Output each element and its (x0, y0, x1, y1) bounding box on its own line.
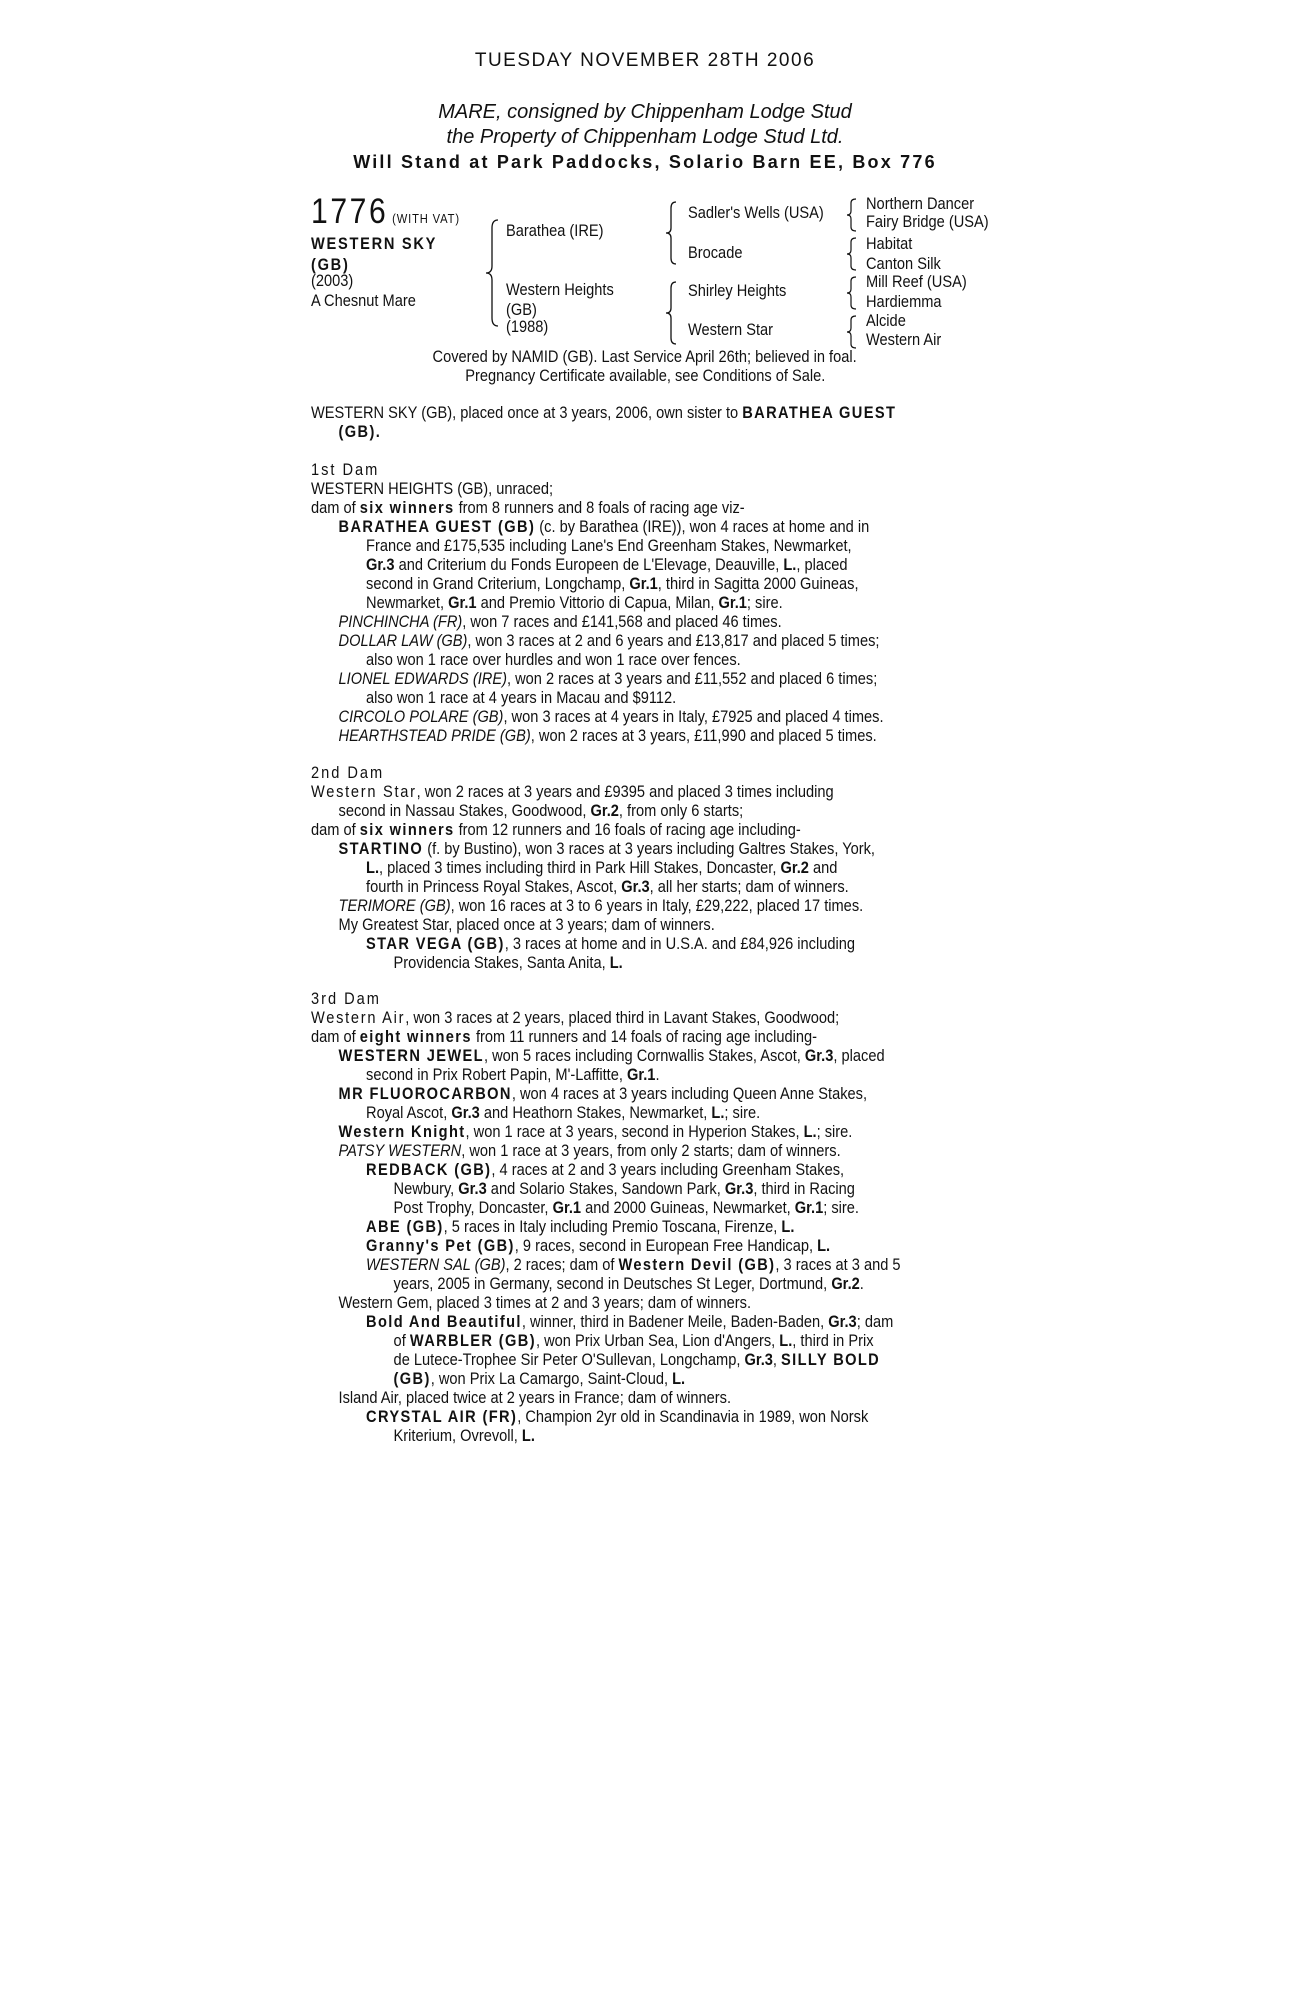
progeny-name: MR FLUOROCARBON (338, 1084, 512, 1103)
text-segment: years, 2005 in Germany, second in Deutsches St Leger, Dortmund, (393, 1274, 832, 1293)
dam-of-dam: Western Star (688, 320, 774, 339)
pedigree-brace-dam (664, 280, 680, 346)
pedigree-brace-g4 (845, 314, 859, 350)
stand-location: Will Stand at Park Paddocks, Solario Barn EE, Box 776 (353, 152, 937, 172)
text-line (311, 1407, 901, 1426)
text-segment: France and £175,535 including Lane's End Greenham Stakes, Newmarket, (366, 536, 852, 555)
text-segment: . (655, 1065, 660, 1084)
text-segment: also won 1 race at 4 years in Macau and $9112. (366, 688, 677, 707)
text-line (311, 1369, 901, 1388)
text-segment: , third in Prix (792, 1331, 874, 1350)
pedigree-brace-sire (664, 200, 680, 266)
text-segment: second in Nassau Stakes, Goodwood, (338, 801, 591, 820)
text-line (311, 877, 875, 896)
text-line (311, 1350, 901, 1369)
third-dam-section (311, 989, 901, 1445)
ancestor-5: Mill Reef (USA) (866, 272, 967, 291)
text-segment: WARBLER (GB) (409, 1331, 536, 1350)
text-segment: (c. by Barathea (IRE)), won 4 races at home and in (535, 517, 870, 536)
text-segment: Gr.2 (831, 1274, 860, 1293)
text-segment: Gr.3 (744, 1350, 773, 1369)
text-segment: , won 2 races at 3 years and £11,552 and placed 6 times; (506, 669, 878, 688)
text-line (311, 896, 875, 915)
text-line (311, 1046, 901, 1065)
text-line (311, 422, 896, 441)
text-line (311, 574, 884, 593)
text-segment: , third in Racing (753, 1179, 855, 1198)
text-segment: L. (521, 1426, 535, 1445)
text-segment: ; sire. (816, 1122, 853, 1141)
text-segment: dam of (311, 1027, 360, 1046)
text-segment: Gr.1 (448, 593, 477, 612)
progeny-name: Granny's Pet (GB) (366, 1236, 515, 1255)
text-segment: , won 3 races at 2 years, placed third in Lavant Stakes, Goodwood; (405, 1008, 840, 1027)
ancestor-7: Alcide (866, 311, 906, 330)
text-line (311, 782, 875, 801)
ancestor-3: Habitat (866, 234, 913, 253)
progeny-name: PINCHINCHA (FR) (338, 612, 463, 631)
text-line (311, 498, 884, 517)
ancestor-2: Fairy Bridge (USA) (866, 212, 989, 231)
progeny-name: ABE (GB) (366, 1217, 444, 1236)
text-line (311, 726, 884, 745)
text-line (311, 1084, 901, 1103)
text-line (311, 1027, 901, 1046)
text-segment: eight winners (359, 1027, 472, 1046)
text-segment: L. (817, 1236, 831, 1255)
progeny-name: Western Knight (338, 1122, 466, 1141)
text-line (311, 1198, 901, 1217)
text-segment: of (393, 1331, 410, 1350)
progeny-name: WESTERN JEWEL (338, 1046, 484, 1065)
progeny-name: REDBACK (GB) (366, 1160, 492, 1179)
text-segment: , 5 races in Italy including Premio Toscana, Firenze, (443, 1217, 782, 1236)
property-line: the Property of Chippenham Lodge Stud Ltd. (446, 126, 844, 148)
progeny-name: WESTERN SAL (GB) (366, 1255, 506, 1274)
text-segment: second in Prix Robert Papin, M'-Laffitte, (366, 1065, 627, 1084)
text-line (311, 1426, 901, 1445)
text-line (311, 1065, 901, 1084)
text-segment: Western Air (311, 1008, 406, 1027)
text-segment: SILLY BOLD (781, 1350, 881, 1369)
second-dam-heading: 2nd Dam (311, 763, 385, 782)
text-segment: dam of (311, 498, 360, 517)
text-line (311, 1179, 901, 1198)
text-segment: , 3 races at 3 and 5 (775, 1255, 901, 1274)
intro-text: WESTERN SKY (GB), placed once at 3 years, 2006, own sister to (311, 403, 743, 422)
progeny-name: DOLLAR LAW (GB) (338, 631, 468, 650)
text-segment: Gr.1 (629, 574, 658, 593)
text-segment: , all her starts; dam of winners. (649, 877, 849, 896)
pedigree-brace-g3 (845, 275, 859, 311)
sire-of-dam: Shirley Heights (688, 281, 787, 300)
text-segment: , 3 races at home and in U.S.A. and £84,926 including (504, 934, 856, 953)
text-segment: , winner, third in Badener Meile, Baden-Baden, (521, 1312, 829, 1331)
ancestor-1: Northern Dancer (866, 194, 975, 213)
progeny-name: LIONEL EDWARDS (IRE) (338, 669, 507, 688)
consignment-line: MARE, consigned by Chippenham Lodge Stud (438, 101, 852, 123)
text-segment: , 4 races at 2 and 3 years including Greenham Stakes, (491, 1160, 845, 1179)
text-line (311, 1217, 901, 1236)
text-segment: ; sire. (724, 1103, 761, 1122)
text-segment: , won 3 races at 2 and 6 years and £13,817 and placed 5 times; (467, 631, 880, 650)
text-segment: six winners (359, 498, 455, 517)
sale-date: TUESDAY NOVEMBER 28TH 2006 (474, 50, 816, 71)
text-segment: also won 1 race over hurdles and won 1 race over fences. (366, 650, 741, 669)
text-line (311, 1236, 901, 1255)
pedigree-brace-g2 (845, 236, 859, 272)
text-segment: ; dam (856, 1312, 894, 1331)
text-segment: Gr.3 (451, 1103, 480, 1122)
text-segment: , won 1 race at 3 years, second in Hyperion Stakes, (465, 1122, 804, 1141)
first-dam-section (311, 460, 884, 745)
pregnancy-line: Pregnancy Certificate available, see Conditions of Sale. (464, 366, 826, 385)
text-segment: Gr.1 (794, 1198, 824, 1217)
text-segment: Gr.3 (621, 877, 650, 896)
text-segment: from 11 runners and 14 foals of racing age including- (471, 1027, 818, 1046)
sire: Barathea (IRE) (506, 221, 604, 240)
pregnancy-note (0, 366, 1290, 386)
vat-note: (WITH VAT) (392, 211, 460, 226)
text-line (311, 953, 875, 972)
progeny-name: HEARTHSTEAD PRIDE (GB) (338, 726, 531, 745)
text-segment: Kriterium, Ovrevoll, (393, 1426, 522, 1445)
dam-country: (GB) (506, 300, 537, 319)
ancestor-6: Hardiemma (866, 292, 942, 311)
first-dam-line: WESTERN HEIGHTS (GB), unraced; (311, 479, 554, 498)
sire-of-sire: Sadler's Wells (USA) (688, 203, 824, 222)
second-dam-section (311, 763, 875, 972)
intro-bold: BARATHEA GUEST (742, 403, 897, 422)
ancestor-8: Western Air (866, 330, 942, 349)
text-line (311, 1160, 901, 1179)
dam-of-sire: Brocade (688, 243, 743, 262)
text-line (311, 1331, 901, 1350)
text-segment: , 9 races, second in European Free Handicap, (514, 1236, 818, 1255)
progeny-name: PATSY WESTERN (338, 1141, 462, 1160)
text-segment: de Lutece-Trophee Sir Peter O'Sullevan, Longchamp, (393, 1350, 745, 1369)
text-segment: , won 1 race at 3 years, from only 2 starts; dam of winners. (461, 1141, 841, 1160)
text-segment: , won 4 races at 3 years including Queen Anne Stakes, (511, 1084, 868, 1103)
text-segment: , placed (833, 1046, 885, 1065)
text-segment: L. (609, 953, 623, 972)
text-segment: Newbury, (393, 1179, 459, 1198)
text-segment: , won Prix Urban Sea, Lion d'Angers, (535, 1331, 780, 1350)
text-segment: Gr.2 (590, 801, 619, 820)
text-line (311, 1103, 901, 1122)
text-line (311, 593, 884, 612)
text-segment: L. (366, 858, 380, 877)
text-line (311, 707, 884, 726)
text-segment: , won 2 races at 3 years and £9395 and placed 3 times including (416, 782, 834, 801)
text-line (311, 555, 884, 574)
third-dam-heading: 3rd Dam (311, 989, 381, 1008)
text-segment: from 8 runners and 8 foals of racing age viz- (454, 498, 745, 517)
text-segment: , third in Sagitta 2000 Guineas, (657, 574, 859, 593)
intro-paragraph (311, 403, 896, 441)
text-segment: Newmarket, (366, 593, 449, 612)
pedigree-brace-g1 (845, 197, 859, 233)
text-segment: Western Star (311, 782, 417, 801)
horse-description: A Chesnut Mare (311, 291, 416, 310)
text-segment: Island Air, placed twice at 2 years in France; dam of winners. (338, 1388, 732, 1407)
dam-year: (1988) (506, 317, 549, 336)
text-segment: Gr.1 (718, 593, 747, 612)
text-segment: , from only 6 starts; (618, 801, 744, 820)
text-segment: six winners (359, 820, 455, 839)
text-line (311, 1312, 901, 1331)
text-segment: and Premio Vittorio di Capua, Milan, (476, 593, 719, 612)
text-segment: Gr.1 (552, 1198, 582, 1217)
covered-line: Covered by NAMID (GB). Last Service April 26th; believed in foal. (432, 347, 858, 366)
text-line (311, 820, 875, 839)
text-segment: L. (779, 1331, 793, 1350)
text-segment: Gr.3 (828, 1312, 857, 1331)
text-line (311, 403, 896, 422)
text-segment: ; sire. (746, 593, 783, 612)
text-segment: My Greatest Star, placed once at 3 years; dam of winners. (338, 915, 715, 934)
text-segment: L. (781, 1217, 795, 1236)
text-segment: , Champion 2yr old in Scandinavia in 1989, won Norsk (517, 1407, 869, 1426)
progeny-name: CIRCOLO POLARE (GB) (338, 707, 504, 726)
text-segment: Gr.3 (804, 1046, 834, 1065)
text-line (311, 1255, 901, 1274)
intro-line2: (GB). (338, 422, 382, 441)
text-segment: L. (711, 1103, 725, 1122)
first-dam-heading: 1st Dam (311, 460, 380, 479)
progeny-name: CRYSTAL AIR (FR) (366, 1407, 518, 1426)
text-segment: and 2000 Guineas, Newmarket, (581, 1198, 795, 1217)
text-segment: , won Prix La Camargo, Saint-Cloud, (430, 1369, 673, 1388)
covered-note (0, 347, 1290, 367)
progeny-name: STARTINO (338, 839, 424, 858)
text-line (311, 631, 884, 650)
text-segment: L. (803, 1122, 817, 1141)
text-segment: , won 7 races and £141,568 and placed 46 times. (462, 612, 782, 631)
text-segment: , won 2 races at 3 years, £11,990 and placed 5 times. (530, 726, 877, 745)
text-segment: , placed 3 times including third in Park Hill Stakes, Doncaster, (379, 858, 781, 877)
dam: Western Heights (506, 280, 614, 299)
text-segment: and (808, 858, 838, 877)
text-segment: dam of (311, 820, 360, 839)
text-segment: and Heathorn Stakes, Newmarket, (479, 1103, 712, 1122)
text-segment: second in Grand Criterium, Longchamp, (366, 574, 630, 593)
text-segment: , won 16 races at 3 to 6 years in Italy, £29,222, placed 17 times. (450, 896, 864, 915)
text-segment: , (772, 1350, 782, 1369)
text-segment: from 12 runners and 16 foals of racing age including- (454, 820, 801, 839)
ancestor-4: Canton Silk (866, 254, 941, 273)
text-segment: , 2 races; dam of (505, 1255, 619, 1274)
text-line (311, 858, 875, 877)
text-segment: , won 3 races at 4 years in Italy, £7925 and placed 4 times. (503, 707, 884, 726)
text-segment: L. (783, 555, 797, 574)
text-segment: ; sire. (823, 1198, 859, 1217)
progeny-name: TERIMORE (GB) (338, 896, 451, 915)
horse-country: (GB) (311, 255, 350, 274)
text-line (311, 839, 875, 858)
text-line (311, 1141, 901, 1160)
text-segment: . (859, 1274, 864, 1293)
text-segment: (GB) (393, 1369, 431, 1388)
text-segment: Gr.3 (724, 1179, 754, 1198)
text-segment: Gr.2 (780, 858, 809, 877)
text-line (311, 517, 884, 536)
text-segment: Western Gem, placed 3 times at 2 and 3 years; dam of winners. (338, 1293, 752, 1312)
text-segment: Gr.3 (458, 1179, 487, 1198)
lot-header (311, 192, 460, 232)
text-line (311, 1122, 901, 1141)
text-line (311, 801, 875, 820)
progeny-name: Bold And Beautiful (366, 1312, 522, 1331)
horse-name: WESTERN SKY (311, 234, 438, 253)
text-segment: Post Trophy, Doncaster, (393, 1198, 553, 1217)
text-segment: fourth in Princess Royal Stakes, Ascot, (366, 877, 622, 896)
text-segment: Western Devil (GB) (618, 1255, 776, 1274)
text-segment: and Solario Stakes, Sandown Park, (486, 1179, 725, 1198)
progeny-name: STAR VEGA (GB) (366, 934, 505, 953)
text-segment: , placed (796, 555, 848, 574)
foaling-year: (2003) (311, 271, 354, 290)
text-line (311, 612, 884, 631)
text-segment: (f. by Bustino), won 3 races at 3 years including Galtres Stakes, York, (423, 839, 875, 858)
text-segment: Gr.1 (626, 1065, 656, 1084)
text-line (311, 934, 875, 953)
text-segment: Royal Ascot, (366, 1103, 452, 1122)
pedigree-brace-main (484, 218, 504, 328)
text-segment: Gr.3 (366, 555, 395, 574)
progeny-name: BARATHEA GUEST (GB) (338, 517, 536, 536)
text-line (311, 1274, 901, 1293)
text-line (311, 1008, 901, 1027)
lot-number: 1776 (311, 192, 389, 231)
text-segment: Providencia Stakes, Santa Anita, (393, 953, 610, 972)
text-segment: , won 5 races including Cornwallis Stakes, Ascot, (483, 1046, 805, 1065)
text-segment: L. (672, 1369, 686, 1388)
text-segment: and Criterium du Fonds Europeen de L'Elevage, Deauville, (394, 555, 784, 574)
text-line (311, 669, 884, 688)
